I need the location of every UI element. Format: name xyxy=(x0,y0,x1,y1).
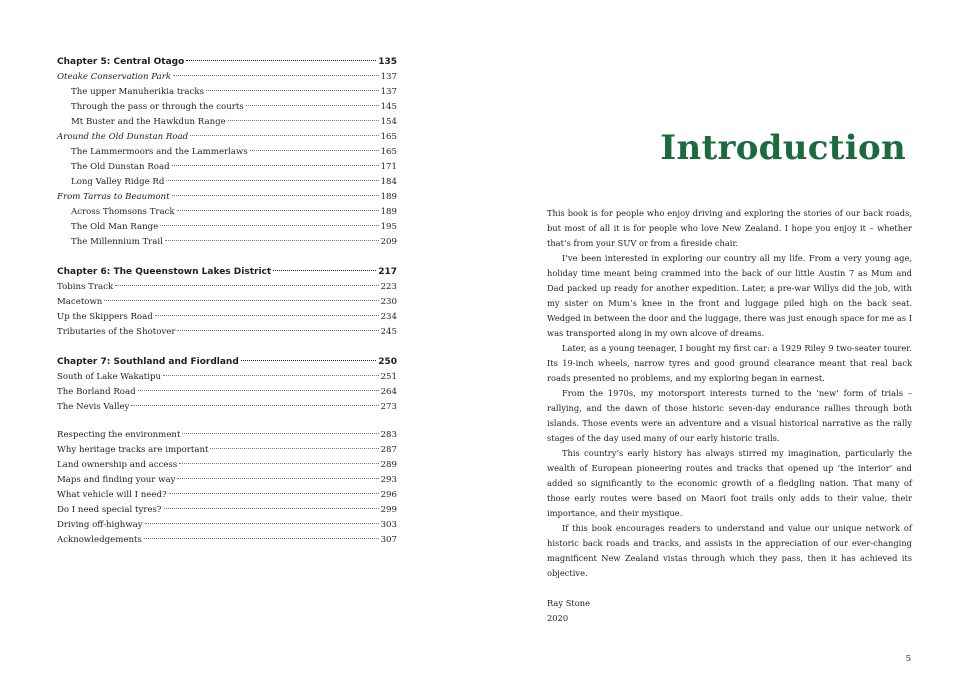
toc-entry-title: The Borland Road xyxy=(57,387,136,397)
toc-page-number: 223 xyxy=(380,282,397,292)
toc-chapter-heading[interactable] xyxy=(57,355,397,370)
toc-page-number: 171 xyxy=(380,162,397,172)
intro-paragraph: This book is for people who enjoy driving and exploring the stories of our back roads, but most of all it is for people who love New Zealand. I hope you enjoy it – whether that’s from your SUV or from a fireside chair. xyxy=(547,208,912,248)
toc-entry[interactable] xyxy=(57,473,397,488)
toc-leader xyxy=(172,165,379,166)
toc-entry[interactable] xyxy=(57,145,397,160)
toc-leader xyxy=(115,285,378,286)
toc-leader xyxy=(166,180,378,181)
toc-entry-title: Do I need special tyres? xyxy=(57,505,162,515)
toc-entry-title: Respecting the environment xyxy=(57,430,181,440)
toc-page-number: 307 xyxy=(380,535,397,545)
toc-entry[interactable] xyxy=(57,130,397,145)
toc-entry[interactable] xyxy=(57,235,397,250)
toc-page-number: 154 xyxy=(380,117,397,127)
toc-leader xyxy=(246,105,379,106)
toc-leader xyxy=(164,508,379,509)
toc-chapter-title: Chapter 7: Southland and Fiordland xyxy=(57,357,239,367)
toc-entry-title: The upper Manuherikia tracks xyxy=(71,87,204,97)
toc-entry-title: What vehicle will I need? xyxy=(57,490,167,500)
toc-page-number: 165 xyxy=(380,132,397,142)
toc-leader xyxy=(210,448,378,449)
toc-entry[interactable] xyxy=(57,175,397,190)
toc-entry[interactable] xyxy=(57,533,397,548)
toc-page-number: 264 xyxy=(380,387,397,397)
toc-entry[interactable] xyxy=(57,190,397,205)
toc-page-number: 289 xyxy=(380,460,397,470)
toc-entry[interactable] xyxy=(57,400,397,415)
toc-page-number: 296 xyxy=(380,490,397,500)
toc-entry-title: The Old Dunstan Road xyxy=(71,162,170,172)
toc-leader xyxy=(179,463,378,464)
toc-entry-title: The Lammermoors and the Lammerlaws xyxy=(71,147,248,157)
signature-year: 2020 xyxy=(547,613,569,623)
toc-page-number: 251 xyxy=(380,372,397,382)
toc-page-number: 287 xyxy=(380,445,397,455)
toc-leader xyxy=(186,60,376,61)
intro-paragraph: From the 1970s, my motorsport interests turned to the ‘new’ form of trials – rallying, and the dawn of those historic seven-day endurance rallies through both islands. Those events were an adventure and a visual historical narrative as the rally stages of the day used many of our early historic trails. xyxy=(547,388,912,443)
toc-page-number: 217 xyxy=(378,267,397,277)
toc-page-number: 283 xyxy=(380,430,397,440)
toc-entry-title: Long Valley Ridge Rd xyxy=(71,177,165,187)
toc-page-number: 165 xyxy=(380,147,397,157)
toc-leader xyxy=(177,210,379,211)
toc-chapter-title: Chapter 6: The Queenstown Lakes District xyxy=(57,267,272,277)
toc-entry-title: Mt Buster and the Hawkdun Range xyxy=(71,117,226,127)
intro-paragraph: This country’s early history has always stirred my imagination, particularly the wealth of European pioneering routes and tracks that opened up ‘the interior’ and added so significantly to the economic growth of a fledgling nation. That many of those early routes were based on Maori foot trails only adds to their value, their importance, and their mystique. xyxy=(547,448,912,518)
toc-entry[interactable] xyxy=(57,220,397,235)
toc-entry[interactable] xyxy=(57,205,397,220)
toc-leader xyxy=(177,478,378,479)
toc-entry-title: Oteake Conservation Park xyxy=(57,72,172,82)
toc-page-number: 299 xyxy=(380,505,397,515)
toc-leader xyxy=(273,270,376,271)
page-number: 5 xyxy=(905,653,911,663)
toc-entry-title: Up the Skippers Road xyxy=(57,312,153,322)
toc-entry[interactable] xyxy=(57,160,397,175)
signature-block xyxy=(547,596,912,626)
toc-leader xyxy=(155,315,379,316)
toc-entry-title: Acknowledgements xyxy=(57,535,142,545)
toc-chapter-heading[interactable] xyxy=(57,265,397,280)
toc-entry[interactable] xyxy=(57,115,397,130)
toc-leader xyxy=(169,493,379,494)
toc-entry-title: The Old Man Range xyxy=(71,222,159,232)
toc-leader xyxy=(144,538,379,539)
toc-page-number: 195 xyxy=(380,222,397,232)
toc-entry[interactable] xyxy=(57,370,397,385)
toc-entry[interactable] xyxy=(57,295,397,310)
intro-paragraph: If this book encourages readers to understand and value our unique network of historic back roads and tracks, and assists in the appreciation of our ever-changing magnificent New Zealand vistas through which they pass, then it has achieved its objective. xyxy=(547,523,912,578)
toc-entry[interactable] xyxy=(57,280,397,295)
toc-entry-title: From Tarras to Beaumont xyxy=(57,192,170,202)
toc-entry[interactable] xyxy=(57,325,397,340)
toc-entry[interactable] xyxy=(57,385,397,400)
toc-page-number: 145 xyxy=(380,102,397,112)
toc-chapter-heading[interactable] xyxy=(57,55,397,70)
toc-entry-title: Around the Old Dunstan Road xyxy=(57,132,189,142)
toc-page-number: 303 xyxy=(380,520,397,530)
introduction-heading: Introduction xyxy=(660,128,906,168)
toc-spacer xyxy=(57,250,397,265)
toc-entry-title: Maps and finding your way xyxy=(57,475,176,485)
toc-leader xyxy=(104,300,378,301)
toc-entry[interactable] xyxy=(57,428,397,443)
toc-leader xyxy=(165,240,379,241)
toc-leader xyxy=(241,360,376,361)
toc-spacer xyxy=(57,340,397,355)
toc-leader xyxy=(131,405,378,406)
toc-entry[interactable] xyxy=(57,503,397,518)
toc-page-number: 273 xyxy=(380,402,397,412)
toc-chapter-title: Chapter 5: Central Otago xyxy=(57,57,185,67)
toc-page-number: 234 xyxy=(380,312,397,322)
toc-entry[interactable] xyxy=(57,100,397,115)
toc-entry-title: Macetown xyxy=(57,297,103,307)
toc-entry[interactable] xyxy=(57,458,397,473)
toc-spacer xyxy=(57,415,397,428)
toc-page-number: 250 xyxy=(378,357,397,367)
toc-entry[interactable] xyxy=(57,443,397,458)
toc-leader xyxy=(138,390,379,391)
toc-leader xyxy=(145,523,379,524)
toc-entry-title: The Millennium Trail xyxy=(71,237,163,247)
toc-page-number: 184 xyxy=(380,177,397,187)
toc-entry-title: Tributaries of the Shotover xyxy=(57,327,176,337)
toc-page-number: 230 xyxy=(380,297,397,307)
toc-page-number: 245 xyxy=(380,327,397,337)
toc-page-number: 293 xyxy=(380,475,397,485)
toc-entry-title: Land ownership and access xyxy=(57,460,178,470)
toc-leader xyxy=(177,330,378,331)
toc-entry-title: Why heritage tracks are important xyxy=(57,445,209,455)
toc-entry-title: Through the pass or through the courts xyxy=(71,102,244,112)
author-name: Ray Stone xyxy=(547,598,590,608)
toc-entry[interactable] xyxy=(57,310,397,325)
toc-page-number: 135 xyxy=(378,57,397,67)
toc-entry-title: Across Thomsons Track xyxy=(71,207,175,217)
toc-page-number: 137 xyxy=(380,72,397,82)
toc-leader xyxy=(228,120,379,121)
toc-page-number: 137 xyxy=(380,87,397,97)
toc-entry[interactable] xyxy=(57,85,397,100)
toc-entry-title: South of Lake Wakatipu xyxy=(57,372,162,382)
toc-leader xyxy=(182,433,378,434)
intro-paragraph: Later, as a young teenager, I bought my first car: a 1929 Riley 9 two-seater tourer. Its 19-inch wheels, narrow tyres and good ground clearance meant that real back roads presented no problems, and my exploring began in earnest. xyxy=(547,343,912,383)
toc-page-number: 209 xyxy=(380,237,397,247)
toc-leader xyxy=(173,75,379,76)
intro-paragraph: I’ve been interested in exploring our country all my life. From a very young age, holiday time meant being crammed into the back of our little Austin 7 as Mum and Dad packed up ready for another expedition. Later, a pre-war Willys did the job, with my sister on Mum’s knee in the front and luggage piled high on the back seat. Wedged in between the door and the luggage, there was just enough space for me as I was transported along in my own alcove of dreams. xyxy=(547,253,912,338)
toc-leader xyxy=(206,90,379,91)
toc-entry[interactable] xyxy=(57,70,397,85)
toc-entry-title: Tobins Track xyxy=(57,282,114,292)
toc-leader xyxy=(250,150,379,151)
toc-entry[interactable] xyxy=(57,488,397,503)
toc-leader xyxy=(172,195,379,196)
toc-entry-title: The Nevis Valley xyxy=(57,402,130,412)
toc-entry[interactable] xyxy=(57,518,397,533)
toc-page-number: 189 xyxy=(380,207,397,217)
toc-entry-title: Driving off-highway xyxy=(57,520,143,530)
toc-leader xyxy=(163,375,379,376)
introduction-body xyxy=(547,206,912,626)
table-of-contents xyxy=(57,55,397,548)
toc-leader xyxy=(190,135,378,136)
toc-leader xyxy=(160,225,378,226)
toc-page-number: 189 xyxy=(380,192,397,202)
